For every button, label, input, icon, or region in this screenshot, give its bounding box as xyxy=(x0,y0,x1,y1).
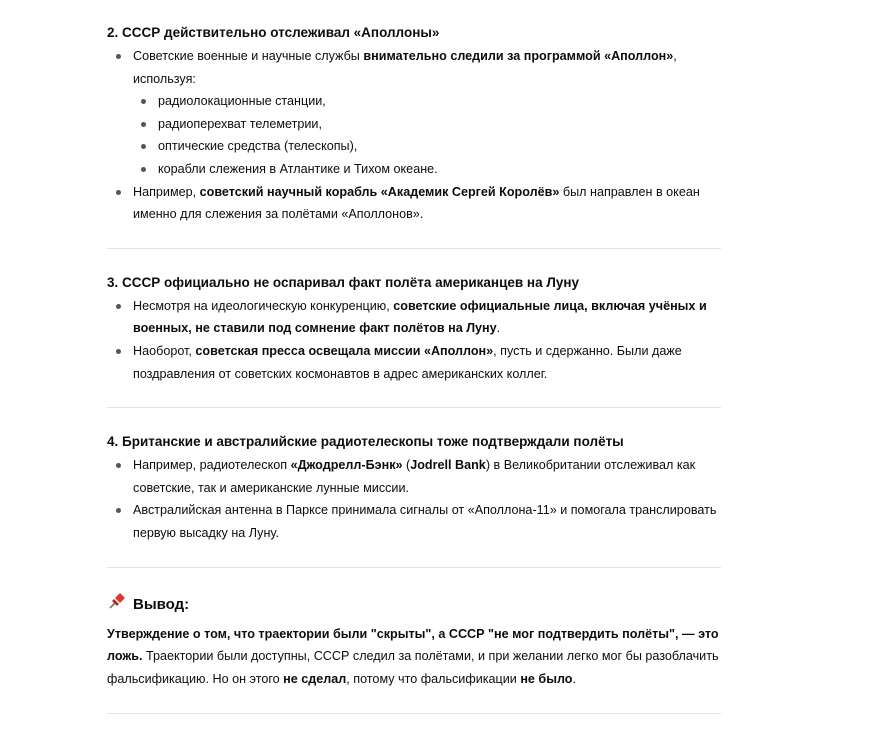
bold-text: внимательно следили за программой «Аполлон» xyxy=(363,49,674,63)
bullet-list xyxy=(107,454,721,544)
conclusion-paragraph xyxy=(107,623,721,691)
divider xyxy=(107,407,721,408)
bullet-list xyxy=(107,45,721,226)
text-span: . xyxy=(496,321,501,336)
section-heading: 3. СССР официально не оспаривал факт полёта американцев на Луну xyxy=(107,274,579,290)
text-span: Например, радиотелескоп xyxy=(133,458,291,473)
section xyxy=(107,431,721,544)
text-span: , пусть и сдержанно. Были даже поздравления от советских космонавтов в адрес американских коллег. xyxy=(133,343,682,381)
text-span: Например, xyxy=(133,184,200,199)
sub-list-item: радиолокационные станции, xyxy=(133,90,721,113)
bold-text: советский научный корабль «Академик Сергей Королёв» xyxy=(199,184,560,199)
bold-text: «Джодрелл-Бэнк» xyxy=(290,458,403,473)
bold-text: не было xyxy=(520,672,573,687)
text-span: ( xyxy=(402,458,411,473)
pushpin-icon xyxy=(107,591,127,619)
text-span: ) в Великобритании отслеживал как советские, так и американские лунные миссии. xyxy=(133,458,696,495)
list-item xyxy=(107,499,721,544)
message-content xyxy=(107,22,721,737)
bold-text: Jodrell Bank xyxy=(410,458,486,473)
section-heading: 2. СССР действительно отслеживал «Аполлоны» xyxy=(107,25,440,40)
text-span: . xyxy=(572,672,576,687)
sub-list-item: радиоперехват телеметрии, xyxy=(133,113,721,136)
text-span: , используя: xyxy=(133,49,677,86)
bullet-list xyxy=(107,295,721,385)
list-item xyxy=(107,295,721,340)
bold-text: советские официальные лица, включая учёных и военных, не ставили под сомнение факт полётов на Луну xyxy=(133,298,707,336)
divider xyxy=(107,713,721,714)
section xyxy=(107,22,721,226)
text-span: Наоборот, xyxy=(133,343,196,358)
conclusion-title: Вывод: xyxy=(133,595,190,613)
sub-list-item: оптические средства (телескопы), xyxy=(133,135,721,158)
sub-bullet-list xyxy=(133,90,721,180)
conclusion xyxy=(107,591,721,691)
bold-text: советская пресса освещала миссии «Аполлон» xyxy=(195,343,494,358)
list-item xyxy=(107,45,721,181)
section xyxy=(107,272,721,385)
divider xyxy=(107,248,721,249)
list-item xyxy=(107,340,721,385)
bold-text: Утверждение о том, что траектории были "скрыты", а СССР "не мог подтвердить полёты", — это ложь. xyxy=(107,626,719,664)
list-item xyxy=(107,181,721,226)
section-heading: 4. Британские и австралийские радиотелескопы тоже подтверждали полёты xyxy=(107,434,624,450)
text-span: , потому что фальсификации xyxy=(346,672,521,687)
text-span: Австралийская антенна в Парксе принимала сигналы от «Аполлона-11» и помогала транслировать первую высадку на Луну. xyxy=(133,503,717,540)
conclusion-heading xyxy=(107,591,721,619)
text-span: Советские военные и научные службы xyxy=(133,49,364,63)
text-span: был направлен в океан именно для слежения за полётами «Аполлонов». xyxy=(133,184,700,222)
divider xyxy=(107,567,721,568)
text-span: Траектории были доступны, СССР следил за полётами, и при желании легко мог бы разоблачить фальсификацию. Но он этого xyxy=(107,649,719,687)
bold-text: не сделал xyxy=(283,672,347,687)
sub-list-item: корабли слежения в Атлантике и Тихом океане. xyxy=(133,158,721,181)
text-span: Несмотря на идеологическую конкуренцию, xyxy=(133,298,394,313)
list-item xyxy=(107,454,721,499)
